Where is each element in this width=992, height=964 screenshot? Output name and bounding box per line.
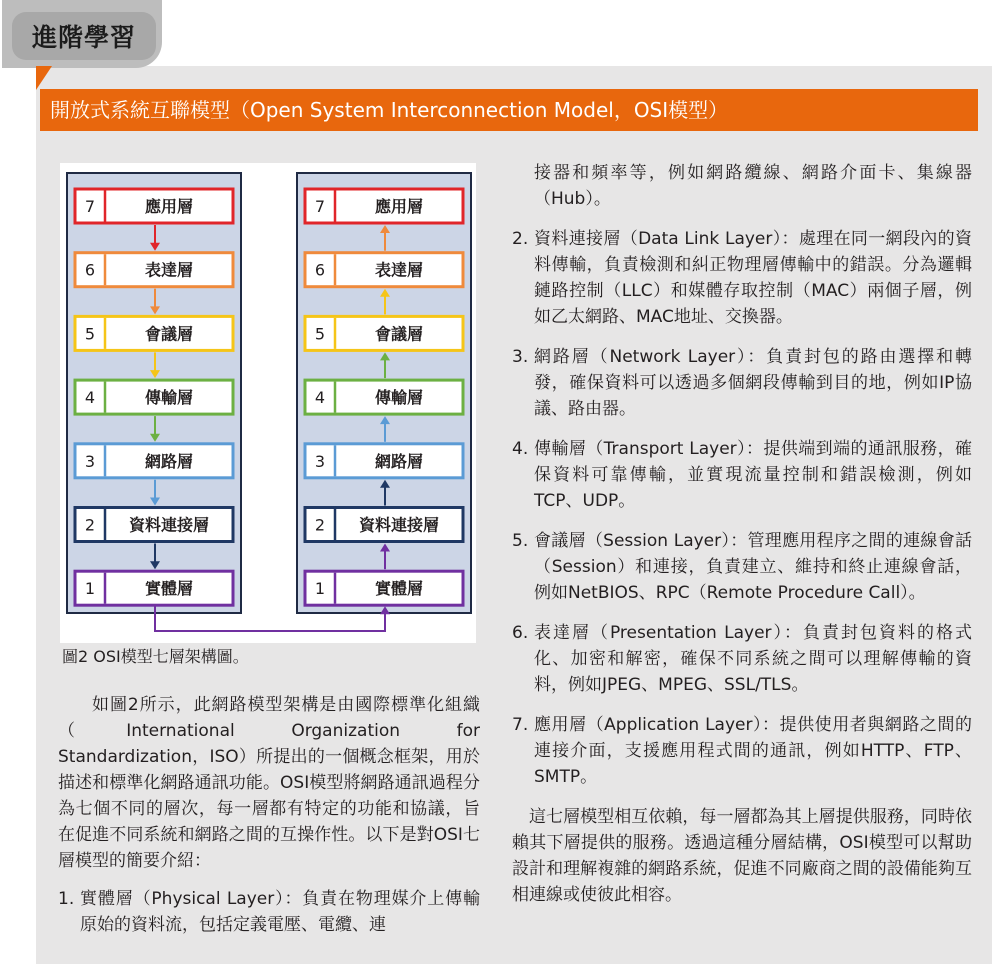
layer-number: 1 (84, 579, 96, 599)
layer-number: 2 (84, 515, 96, 535)
section-badge (2, 0, 162, 68)
list-item-text: 實體層（Physical Layer）：負責在物理媒介上傳輸原始的資料流，包括定義電壓、電纜、連 (80, 889, 480, 935)
layer-number: 5 (84, 324, 96, 344)
article-title: 開放式系統互聯模型（Open System Interconnection Model，OSI模型） (40, 89, 978, 131)
layer-name: 應用層 (144, 197, 194, 216)
layer-list (512, 226, 972, 790)
badge-tail-decoration (36, 66, 52, 90)
list-item-text: 表達層（Presentation Layer）：負責封包資料的格式化、加密和解密，確保不同系統之間可以理解傳輸的資料，例如JPEG、MPEG、SSL/TLS。 (534, 623, 972, 695)
list-item (512, 344, 972, 422)
layer-number: 7 (314, 197, 326, 216)
layer-name: 實體層 (144, 579, 194, 599)
layer-name: 實體層 (374, 579, 424, 599)
list-item (512, 436, 972, 514)
list-item-number: 7. (512, 715, 529, 735)
layer-number: 6 (84, 260, 96, 280)
layer-number: 2 (314, 515, 326, 535)
layer-name: 應用層 (374, 197, 424, 216)
layer-name: 表達層 (144, 260, 194, 280)
layer-name: 資料連接層 (358, 515, 440, 535)
left-column (58, 692, 480, 938)
list-item-text: 會議層（Session Layer）：管理應用程序之間的連線會話（Session）和連接，負責建立、維持和終止連線會話，例如NetBIOS、RPC（Remote Procedure Call）。 (534, 531, 972, 603)
layer-number: 4 (84, 388, 96, 408)
list-item-number: 6. (512, 623, 529, 643)
layer-number: 5 (314, 324, 326, 344)
layer-name: 網路層 (374, 451, 424, 471)
layer-name: 表達層 (374, 260, 424, 280)
figure-caption: 圖2 OSI模型七層架構圖。 (62, 647, 249, 666)
layer-list-start (58, 886, 480, 938)
layer-number: 6 (314, 260, 326, 280)
layer-number: 1 (314, 579, 326, 599)
list-item-number: 5. (512, 531, 529, 551)
list-item-text: 應用層（Application Layer）：提供使用者與網路之間的連接介面，支援應用程式間的通訊，例如HTTP、FTP、SMTP。 (534, 715, 972, 787)
list-item-text: 資料連接層（Data Link Layer）：處理在同一網段內的資料傳輸，負責檢測和糾正物理層傳輸中的錯誤。分為邏輯鏈路控制（LLC）和媒體存取控制（MAC）兩個子層，例如乙太網路、MAC地址、交換器。 (534, 229, 972, 327)
intro-paragraph: 如圖2所示，此網路模型架構是由國際標準化組織（International Organization for Standardization，ISO）所提出的一個概念框架，用於描述和標準化網路通訊功能。OSI模型將網路通訊過程分為七個不同的層次，每一層都有特定的功能和協議，旨在促進不同系統和網路之間的互操作性。以下是對OSI七層模型的簡要介紹： (58, 695, 480, 871)
list-item-continuation: 接器和頻率等，例如網路纜線、網路介面卡、集線器（Hub）。 (534, 163, 972, 209)
layer-number: 4 (314, 388, 326, 408)
layer-name: 傳輸層 (374, 388, 424, 408)
list-item-text: 網路層（Network Layer）：負責封包的路由選擇和轉發，確保資料可以透過多個網段傳輸到目的地，例如IP協議、路由器。 (534, 347, 972, 419)
layer-name: 會議層 (144, 324, 194, 344)
layer-name: 傳輸層 (144, 388, 194, 408)
layer-number: 3 (84, 451, 96, 471)
section-badge-label: 進階學習 (12, 12, 156, 60)
summary-paragraph: 這七層模型相互依賴，每一層都為其上層提供服務，同時依賴其下層提供的服務。透過這種分層結構，OSI模型可以幫助設計和理解複雜的網路系統，促進不同廠商之間的設備能夠互相連線或使彼此相容。 (512, 807, 972, 905)
layer-name: 資料連接層 (128, 515, 210, 535)
list-item-text: 傳輸層（Transport Layer）：提供端到端的通訊服務，確保資料可靠傳輸，並實現流量控制和錯誤檢測，例如TCP、UDP。 (534, 439, 972, 511)
osi-diagram-svg (60, 163, 476, 643)
layer-number: 7 (84, 197, 96, 216)
layer-name: 網路層 (144, 451, 194, 471)
layer-number: 3 (314, 451, 326, 471)
list-item (512, 712, 972, 790)
list-item-number: 3. (512, 347, 529, 367)
list-item-number: 4. (512, 439, 529, 459)
list-item-number: 1. (58, 889, 75, 909)
list-item-number: 2. (512, 229, 529, 249)
list-item (512, 226, 972, 330)
list-item (512, 528, 972, 606)
list-item-physical (58, 886, 480, 938)
list-item (512, 620, 972, 698)
layer-name: 會議層 (374, 324, 424, 344)
right-column (512, 160, 972, 908)
osi-diagram (60, 163, 476, 643)
